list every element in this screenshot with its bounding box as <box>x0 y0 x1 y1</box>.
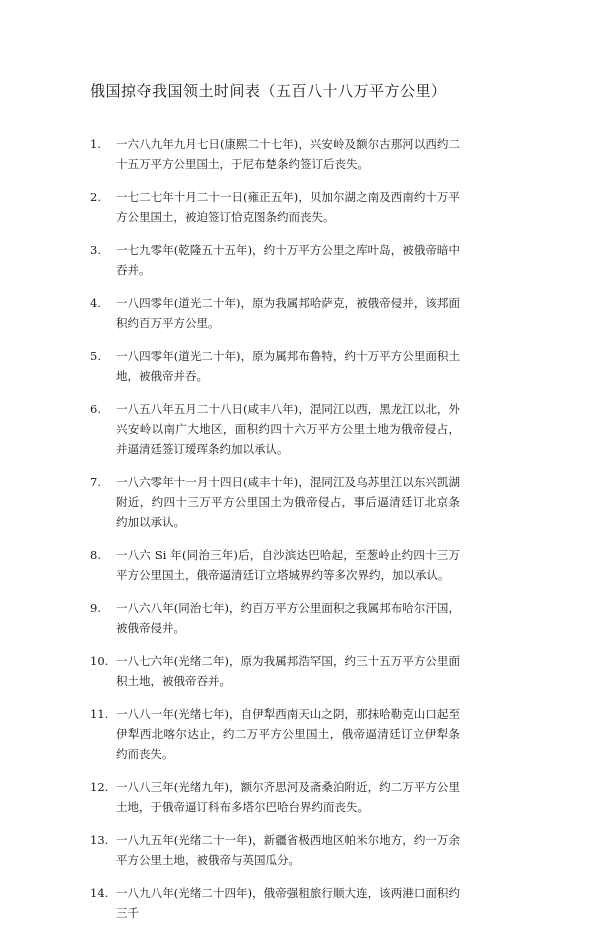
list-item <box>90 293 460 333</box>
item-text: 一七九零年(乾隆五十五年)，约十万平方公里之库叶岛，被俄帝暗中吞并。 <box>116 243 460 277</box>
list-item <box>90 830 460 870</box>
list-item <box>90 399 460 459</box>
list-item <box>90 240 460 280</box>
item-text: 一八八一年(光绪七年)，自伊犁西南天山之阴，那抹哈勒克山口起至伊犁西北喀尔达止，约二万平方公里国土，俄帝逼清廷订立伊犁条约而丧失。 <box>116 707 460 761</box>
item-text: 一八七六年(光绪二年)，原为我属邦浩罕国，约三十五万平方公里面积土地，被俄帝吞并。 <box>116 654 460 688</box>
item-number: 10. <box>90 654 109 668</box>
item-list <box>90 134 460 936</box>
list-item <box>90 777 460 817</box>
item-number: 3. <box>90 243 101 257</box>
list-item <box>90 651 460 691</box>
item-text: 一八八三年(光绪九年)，额尔齐思河及斋桑泊附近，约二万平方公里土地，于俄帝逼订科布多塔尔巴哈台界约而丧失。 <box>116 780 460 814</box>
list-item <box>90 704 460 764</box>
item-text: 一八五八年五月二十八日(咸丰八年)，混同江以西，黑龙江以北，外兴安岭以南广大地区，面积约四十六万平方公里土地为俄帝侵占，并逼清廷签订瑷珲条约加以承认。 <box>116 402 460 456</box>
item-number: 7. <box>90 475 101 489</box>
item-text: 一八六八年(同治七年)，约百万平方公里面积之我属邦布哈尔汗国，被俄帝侵并。 <box>116 601 460 635</box>
item-number: 8. <box>90 548 101 562</box>
list-item <box>90 134 460 174</box>
item-number: 9. <box>90 601 101 615</box>
item-number: 2. <box>90 190 101 204</box>
item-text: 一八六 Si 年(同治三年)后，自沙滨达巴哈起，至葱岭止约四十三万平方公里国土，俄帝逼清廷订立塔城界约等多次界约，加以承认。 <box>116 548 460 582</box>
item-number: 14. <box>90 886 109 900</box>
document-title: 俄国掠夺我国领土时间表（五百八十八万平方公里） <box>90 82 447 100</box>
list-item <box>90 346 460 386</box>
item-text: 一八九五年(光绪二十一年)，新疆省极西地区帕米尔地方，约一万余平方公里土地，被俄帝与英国瓜分。 <box>116 833 460 867</box>
list-item <box>90 598 460 638</box>
item-text: 一八四零年(道光二十年)，原为属邦布鲁特，约十万平方公里面积土地，被俄帝并吞。 <box>116 349 460 383</box>
item-number: 11. <box>90 707 109 721</box>
item-number: 5. <box>90 349 101 363</box>
list-item <box>90 187 460 227</box>
item-text: 一六八九年九月七日(康熙二十七年)，兴安岭及额尔古那河以西约二十五万平方公里国土，于尼布楚条约签订后丧失。 <box>116 137 460 171</box>
item-text: 一八六零年十一月十四日(咸丰十年)，混同江及乌苏里江以东兴凯湖附近，约四十三万平方公里国土为俄帝侵占，事后逼清廷订北京条约加以承认。 <box>116 475 460 529</box>
item-text: 一八四零年(道光二十年)，原为我属邦哈萨克，被俄帝侵并，该邦面积约百万平方公里。 <box>116 296 460 330</box>
item-text: 一七二七年十月二十一日(雍正五年)，贝加尔湖之南及西南约十万平方公里国土，被迫签订恰克图条约而丧失。 <box>116 190 460 224</box>
item-number: 13. <box>90 833 109 847</box>
item-number: 12. <box>90 780 109 794</box>
item-number: 1. <box>90 137 101 151</box>
item-text: 一八九八年(光绪二十四年)，俄帝强租旅行顺大连，该两港口面积约三千 <box>116 886 460 920</box>
item-number: 6. <box>90 402 101 416</box>
list-item <box>90 545 460 585</box>
item-number: 4. <box>90 296 101 310</box>
list-item <box>90 472 460 532</box>
list-item <box>90 883 460 923</box>
